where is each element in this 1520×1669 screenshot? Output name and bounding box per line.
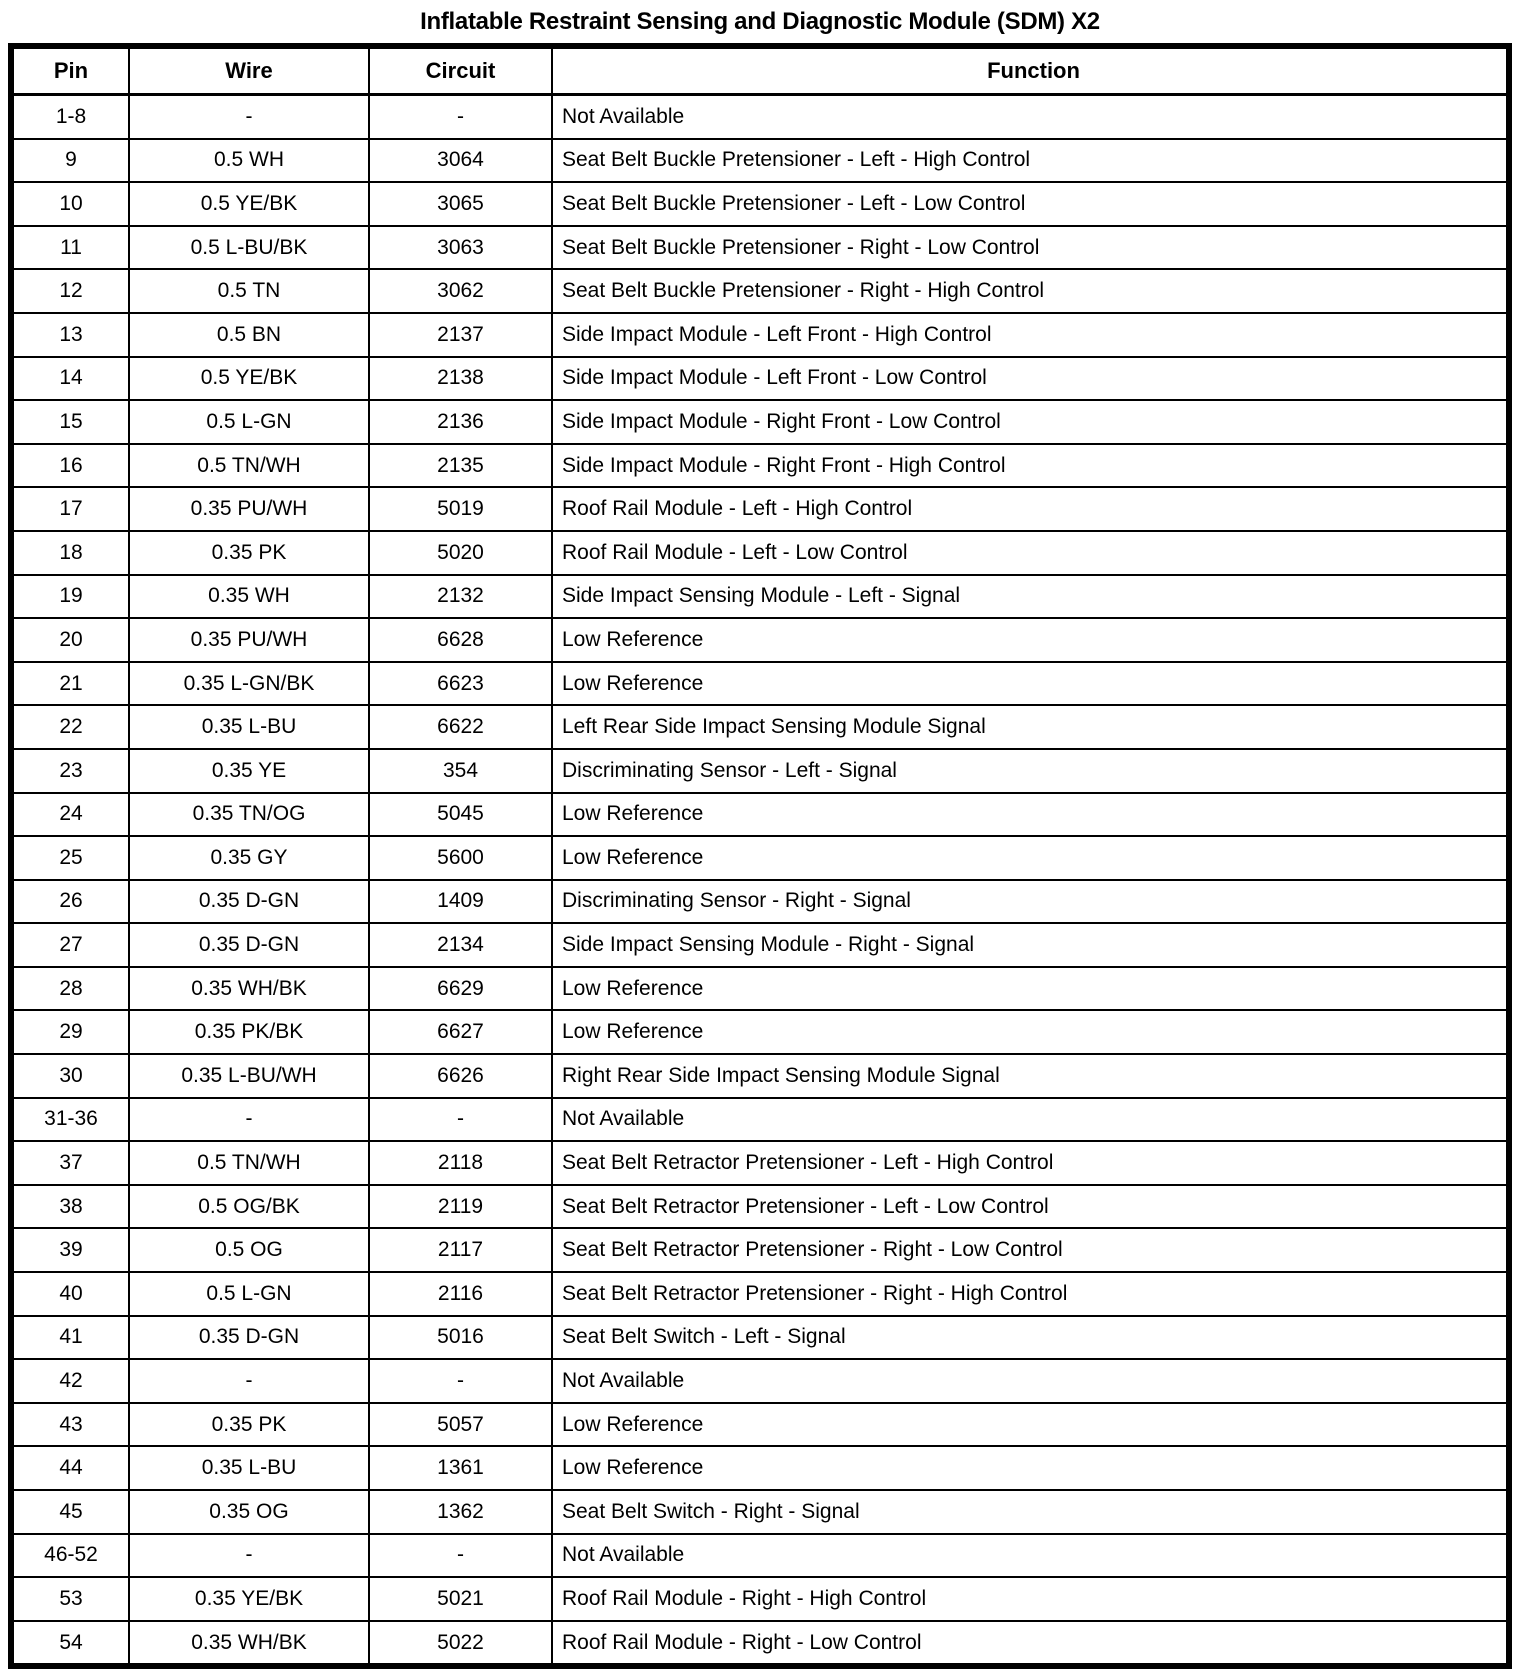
- cell-pin: 29: [11, 1010, 129, 1054]
- column-header-function: Function: [552, 46, 1509, 95]
- cell-wire: 0.5 TN/WH: [129, 1141, 369, 1185]
- column-header-wire: Wire: [129, 46, 369, 95]
- cell-pin: 44: [11, 1446, 129, 1490]
- cell-circuit: 1361: [369, 1446, 552, 1490]
- table-row: [11, 487, 1509, 531]
- table-row: [11, 269, 1509, 313]
- cell-function: Seat Belt Retractor Pretensioner - Left - High Control: [552, 1141, 1509, 1185]
- cell-function: Low Reference: [552, 1403, 1509, 1447]
- column-header-circuit: Circuit: [369, 46, 552, 95]
- cell-function: Left Rear Side Impact Sensing Module Signal: [552, 705, 1509, 749]
- sdm-pinout-table: [8, 43, 1512, 1669]
- cell-circuit: 2118: [369, 1141, 552, 1185]
- table-row: [11, 923, 1509, 967]
- table-row: [11, 313, 1509, 357]
- cell-circuit: 2138: [369, 357, 552, 401]
- cell-circuit: 2119: [369, 1185, 552, 1229]
- cell-pin: 31-36: [11, 1098, 129, 1142]
- table-row: [11, 1098, 1509, 1142]
- cell-wire: 0.35 PK/BK: [129, 1010, 369, 1054]
- cell-circuit: 2137: [369, 313, 552, 357]
- cell-function: Discriminating Sensor - Right - Signal: [552, 880, 1509, 924]
- cell-function: Low Reference: [552, 618, 1509, 662]
- cell-function: Seat Belt Buckle Pretensioner - Right - High Control: [552, 269, 1509, 313]
- table-row: [11, 1272, 1509, 1316]
- table-row: [11, 1577, 1509, 1621]
- cell-function: Seat Belt Retractor Pretensioner - Right - High Control: [552, 1272, 1509, 1316]
- cell-wire: 0.5 YE/BK: [129, 182, 369, 226]
- cell-function: Low Reference: [552, 1010, 1509, 1054]
- cell-circuit: 6626: [369, 1054, 552, 1098]
- cell-pin: 10: [11, 182, 129, 226]
- cell-wire: -: [129, 1359, 369, 1403]
- cell-pin: 11: [11, 226, 129, 270]
- cell-pin: 13: [11, 313, 129, 357]
- table-row: [11, 1010, 1509, 1054]
- cell-circuit: 5600: [369, 836, 552, 880]
- table-row: [11, 880, 1509, 924]
- cell-wire: 0.35 PK: [129, 531, 369, 575]
- table-row: [11, 575, 1509, 619]
- cell-wire: -: [129, 1534, 369, 1578]
- cell-wire: -: [129, 1098, 369, 1142]
- table-row: [11, 1141, 1509, 1185]
- table-row: [11, 1490, 1509, 1534]
- cell-pin: 14: [11, 357, 129, 401]
- table-row: [11, 749, 1509, 793]
- cell-pin: 38: [11, 1185, 129, 1229]
- cell-pin: 18: [11, 531, 129, 575]
- cell-function: Side Impact Module - Right Front - Low Control: [552, 400, 1509, 444]
- cell-function: Not Available: [552, 95, 1509, 139]
- cell-pin: 9: [11, 139, 129, 183]
- cell-circuit: -: [369, 1534, 552, 1578]
- cell-pin: 15: [11, 400, 129, 444]
- table-row: [11, 531, 1509, 575]
- cell-function: Roof Rail Module - Right - High Control: [552, 1577, 1509, 1621]
- cell-wire: 0.5 BN: [129, 313, 369, 357]
- cell-pin: 42: [11, 1359, 129, 1403]
- cell-wire: 0.5 L-BU/BK: [129, 226, 369, 270]
- cell-pin: 21: [11, 662, 129, 706]
- cell-circuit: 2116: [369, 1272, 552, 1316]
- cell-pin: 25: [11, 836, 129, 880]
- cell-function: Seat Belt Retractor Pretensioner - Right - Low Control: [552, 1228, 1509, 1272]
- cell-circuit: 5016: [369, 1316, 552, 1360]
- cell-function: Side Impact Module - Right Front - High Control: [552, 444, 1509, 488]
- cell-pin: 53: [11, 1577, 129, 1621]
- cell-pin: 40: [11, 1272, 129, 1316]
- cell-function: Roof Rail Module - Left - Low Control: [552, 531, 1509, 575]
- cell-pin: 20: [11, 618, 129, 662]
- cell-wire: 0.35 WH: [129, 575, 369, 619]
- cell-wire: 0.35 WH/BK: [129, 1621, 369, 1667]
- table-row: [11, 182, 1509, 226]
- cell-function: Low Reference: [552, 1446, 1509, 1490]
- cell-circuit: 5019: [369, 487, 552, 531]
- cell-circuit: 3065: [369, 182, 552, 226]
- cell-circuit: 6628: [369, 618, 552, 662]
- cell-pin: 45: [11, 1490, 129, 1534]
- cell-function: Right Rear Side Impact Sensing Module Signal: [552, 1054, 1509, 1098]
- cell-wire: 0.5 L-GN: [129, 1272, 369, 1316]
- cell-function: Seat Belt Buckle Pretensioner - Left - High Control: [552, 139, 1509, 183]
- cell-function: Not Available: [552, 1359, 1509, 1403]
- cell-function: Side Impact Module - Left Front - Low Control: [552, 357, 1509, 401]
- cell-function: Not Available: [552, 1534, 1509, 1578]
- cell-pin: 16: [11, 444, 129, 488]
- cell-wire: 0.5 YE/BK: [129, 357, 369, 401]
- cell-pin: 41: [11, 1316, 129, 1360]
- cell-function: Seat Belt Retractor Pretensioner - Left - Low Control: [552, 1185, 1509, 1229]
- cell-wire: 0.5 WH: [129, 139, 369, 183]
- cell-wire: 0.35 L-BU: [129, 1446, 369, 1490]
- table-row: [11, 357, 1509, 401]
- cell-wire: 0.35 L-GN/BK: [129, 662, 369, 706]
- cell-circuit: 354: [369, 749, 552, 793]
- cell-circuit: 2136: [369, 400, 552, 444]
- page-title: Inflatable Restraint Sensing and Diagnostic Module (SDM) X2: [420, 8, 1100, 35]
- cell-function: Low Reference: [552, 662, 1509, 706]
- cell-circuit: 2132: [369, 575, 552, 619]
- cell-wire: 0.35 TN/OG: [129, 793, 369, 837]
- cell-circuit: -: [369, 1359, 552, 1403]
- cell-pin: 19: [11, 575, 129, 619]
- cell-wire: 0.35 D-GN: [129, 1316, 369, 1360]
- cell-pin: 39: [11, 1228, 129, 1272]
- table-row: [11, 1403, 1509, 1447]
- cell-circuit: 3064: [369, 139, 552, 183]
- cell-circuit: 6622: [369, 705, 552, 749]
- cell-function: Not Available: [552, 1098, 1509, 1142]
- cell-function: Roof Rail Module - Left - High Control: [552, 487, 1509, 531]
- table-row: [11, 1621, 1509, 1667]
- table-row: [11, 226, 1509, 270]
- cell-pin: 24: [11, 793, 129, 837]
- cell-wire: 0.35 L-BU/WH: [129, 1054, 369, 1098]
- table-row: [11, 793, 1509, 837]
- cell-function: Roof Rail Module - Right - Low Control: [552, 1621, 1509, 1667]
- cell-function: Side Impact Sensing Module - Left - Signal: [552, 575, 1509, 619]
- table-row: [11, 1359, 1509, 1403]
- cell-wire: 0.5 TN/WH: [129, 444, 369, 488]
- cell-pin: 43: [11, 1403, 129, 1447]
- cell-pin: 28: [11, 967, 129, 1011]
- cell-circuit: 2135: [369, 444, 552, 488]
- cell-circuit: -: [369, 95, 552, 139]
- cell-circuit: 5045: [369, 793, 552, 837]
- cell-function: Seat Belt Buckle Pretensioner - Left - Low Control: [552, 182, 1509, 226]
- cell-wire: 0.35 GY: [129, 836, 369, 880]
- cell-pin: 54: [11, 1621, 129, 1667]
- table-row: [11, 1228, 1509, 1272]
- cell-wire: 0.35 YE/BK: [129, 1577, 369, 1621]
- cell-pin: 12: [11, 269, 129, 313]
- cell-circuit: 3062: [369, 269, 552, 313]
- table-row: [11, 1534, 1509, 1578]
- cell-wire: 0.5 OG/BK: [129, 1185, 369, 1229]
- cell-pin: 37: [11, 1141, 129, 1185]
- cell-pin: 30: [11, 1054, 129, 1098]
- cell-circuit: 6627: [369, 1010, 552, 1054]
- column-header-pin: Pin: [11, 46, 129, 95]
- cell-function: Low Reference: [552, 967, 1509, 1011]
- table-row: [11, 1054, 1509, 1098]
- cell-function: Side Impact Module - Left Front - High Control: [552, 313, 1509, 357]
- cell-pin: 22: [11, 705, 129, 749]
- cell-wire: 0.35 PU/WH: [129, 618, 369, 662]
- cell-wire: -: [129, 95, 369, 139]
- table-row: [11, 400, 1509, 444]
- cell-wire: 0.35 D-GN: [129, 880, 369, 924]
- cell-function: Seat Belt Switch - Right - Signal: [552, 1490, 1509, 1534]
- table-row: [11, 662, 1509, 706]
- table-row: [11, 967, 1509, 1011]
- cell-circuit: 5022: [369, 1621, 552, 1667]
- cell-wire: 0.5 OG: [129, 1228, 369, 1272]
- header-row: [11, 46, 1509, 95]
- table-row: [11, 1446, 1509, 1490]
- table-row: [11, 618, 1509, 662]
- cell-circuit: 1362: [369, 1490, 552, 1534]
- cell-function: Discriminating Sensor - Left - Signal: [552, 749, 1509, 793]
- cell-circuit: 2117: [369, 1228, 552, 1272]
- cell-circuit: 1409: [369, 880, 552, 924]
- cell-circuit: 6629: [369, 967, 552, 1011]
- cell-circuit: 5020: [369, 531, 552, 575]
- table-row: [11, 836, 1509, 880]
- cell-pin: 27: [11, 923, 129, 967]
- cell-circuit: 6623: [369, 662, 552, 706]
- table-row: [11, 139, 1509, 183]
- cell-circuit: 2134: [369, 923, 552, 967]
- cell-pin: 23: [11, 749, 129, 793]
- cell-circuit: 3063: [369, 226, 552, 270]
- table-row: [11, 95, 1509, 139]
- cell-function: Side Impact Sensing Module - Right - Signal: [552, 923, 1509, 967]
- cell-wire: 0.35 OG: [129, 1490, 369, 1534]
- table-row: [11, 444, 1509, 488]
- cell-function: Low Reference: [552, 793, 1509, 837]
- cell-function: Seat Belt Switch - Left - Signal: [552, 1316, 1509, 1360]
- cell-wire: 0.35 D-GN: [129, 923, 369, 967]
- table-row: [11, 1316, 1509, 1360]
- cell-circuit: 5021: [369, 1577, 552, 1621]
- cell-wire: 0.5 TN: [129, 269, 369, 313]
- table-row: [11, 1185, 1509, 1229]
- cell-wire: 0.35 PK: [129, 1403, 369, 1447]
- cell-wire: 0.35 PU/WH: [129, 487, 369, 531]
- cell-wire: 0.5 L-GN: [129, 400, 369, 444]
- cell-function: Low Reference: [552, 836, 1509, 880]
- cell-wire: 0.35 WH/BK: [129, 967, 369, 1011]
- cell-pin: 1-8: [11, 95, 129, 139]
- cell-pin: 46-52: [11, 1534, 129, 1578]
- cell-pin: 17: [11, 487, 129, 531]
- cell-pin: 26: [11, 880, 129, 924]
- cell-function: Seat Belt Buckle Pretensioner - Right - Low Control: [552, 226, 1509, 270]
- cell-wire: 0.35 L-BU: [129, 705, 369, 749]
- cell-circuit: -: [369, 1098, 552, 1142]
- cell-circuit: 5057: [369, 1403, 552, 1447]
- cell-wire: 0.35 YE: [129, 749, 369, 793]
- table-row: [11, 705, 1509, 749]
